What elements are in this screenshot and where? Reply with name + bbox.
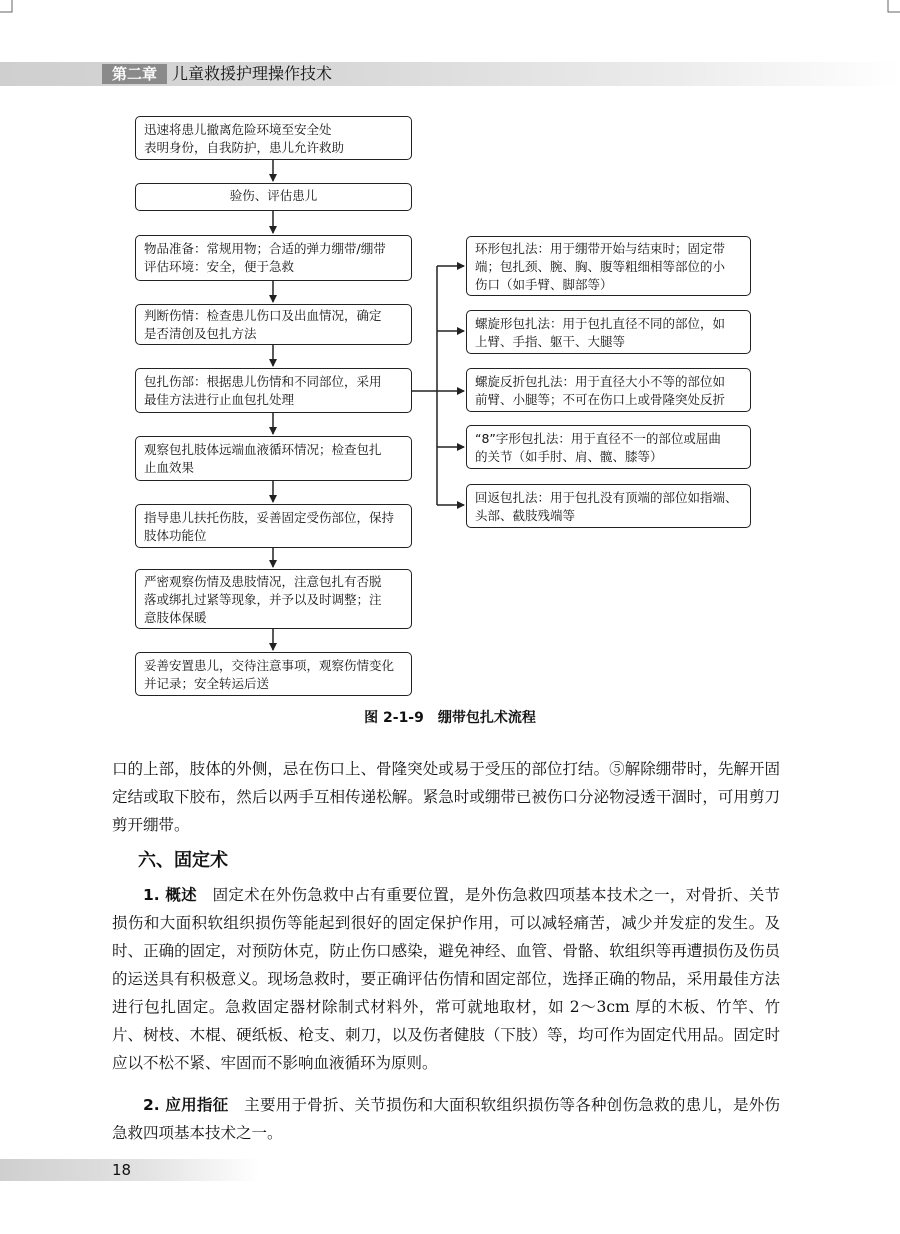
flow-step-transfer <box>135 652 412 696</box>
method-figure-eight <box>466 425 751 469</box>
paragraph-overview <box>112 881 780 1077</box>
flow-step-guide <box>135 504 412 548</box>
page-number: 18 <box>112 1161 132 1179</box>
flow-step-line: 判断伤情：检查患儿伤口及出血情况，确定 <box>144 308 382 323</box>
method-line: 环形包扎法：用于绷带开始与结束时；固定带 <box>475 241 726 256</box>
flow-step-line: 妥善安置患儿，交待注意事项，观察伤情变化 <box>144 658 395 673</box>
flow-step-line: 物品准备：常规用物；合适的弹力绷带/绷带 <box>144 241 386 256</box>
method-line: 螺旋反折包扎法：用于直径大小不等的部位如 <box>475 374 726 389</box>
chapter-title: 儿童救援护理操作技术 <box>172 64 333 83</box>
flow-step-line: 指导患儿扶托伤肢，妥善固定受伤部位，保持 <box>144 510 395 525</box>
flow-step-line: 肢体功能位 <box>144 528 207 543</box>
method-line: 前臂、小腿等；不可在伤口上或骨隆突处反折 <box>475 392 726 407</box>
section-title: 六、固定术 <box>138 850 228 871</box>
flow-step-line: 最佳方法进行止血包扎处理 <box>144 392 295 407</box>
method-recurrent <box>466 484 751 528</box>
flow-step-line: 并记录；安全转运后送 <box>144 676 270 691</box>
method-line: “8”字形包扎法：用于直径不一的部位或屈曲 <box>475 431 721 446</box>
paragraph-label: 1. 概述 <box>143 886 197 904</box>
method-spiral-reverse <box>466 368 751 412</box>
method-line: 伤口（如手臂、脚部等） <box>475 277 613 292</box>
method-line: 头部、截肢残端等 <box>475 508 576 523</box>
method-line: 端；包扎颈、腕、胸、腹等粗细相等部位的小 <box>475 259 726 274</box>
paragraph-text: 主要用于骨折、关节损伤和大面积软组织损伤等各种创伤急救的患儿，是外伤急救四项基本技术之一。 <box>112 1096 780 1142</box>
paragraph-label: 2. 应用指征 <box>143 1096 229 1114</box>
paragraph-text: 固定术在外伤急救中占有重要位置，是外伤急救四项基本技术之一，对骨折、关节损伤和大面积软组织损伤等能起到很好的固定保护作用，可以减轻痛苦，减少并发症的发生。及时、正确的固定，对预防休克，防止伤口感染，避免神经、血管、骨骼、软组织等再遭损伤及伤员的运送具有积极意义。现场急救时，要正确评估伤情和固定部位，选择正确的物品，采用最佳方法进行包扎固定。急救固定器材除制式材料外，常可就地取材，如 2～3cm 厚的木板、竹竿、竹片、树枝、木棍、硬纸板、枪支、刺刀，以及伤者健肢（下肢）等，均可作为固定代用品。固定时应以不松不紧、牢固而不影响血液循环为原则。 <box>112 886 780 1072</box>
paragraph-continuation: 口的上部，肢体的外侧，忌在伤口上、骨隆突处或易于受压的部位打结。⑤解除绷带时，先解开固定结或取下胶布，然后以两手互相传递松解。紧急时或绷带已被伤口分泌物浸透干涸时，可用剪刀剪开绷带。 <box>112 760 780 834</box>
flow-step-line: 意肢体保暖 <box>144 610 207 625</box>
flow-step-line: 迅速将患儿撤离危险环境至安全处 <box>144 122 332 137</box>
flow-step-line: 严密观察伤情及患肢情况，注意包扎有否脱 <box>144 574 382 589</box>
flow-step-line: 观察包扎肢体远端血液循环情况；检查包扎 <box>144 442 382 457</box>
paragraph-indications <box>112 1091 780 1147</box>
method-spiral <box>466 310 751 354</box>
method-line: 上臂、手指、躯干、大腿等 <box>475 334 626 349</box>
flow-step-observe <box>135 436 412 481</box>
flow-step-judge <box>135 304 412 345</box>
flow-step-line: 止血效果 <box>144 460 195 475</box>
flow-step-line: 验伤、评估患儿 <box>229 188 318 203</box>
flow-step-prepare <box>135 235 412 281</box>
figure-caption: 图 2-1-9 绷带包扎术流程 <box>364 710 536 726</box>
flow-step-bandage <box>135 368 412 413</box>
chapter-label: 第二章 <box>102 64 167 84</box>
method-circular <box>466 236 751 296</box>
method-line: 的关节（如手肘、肩、髋、膝等） <box>475 449 663 464</box>
method-line: 回返包扎法：用于包扎没有顶端的部位如指端、 <box>475 490 738 505</box>
flow-step-monitor <box>135 569 412 629</box>
method-line: 螺旋形包扎法：用于包扎直径不同的部位，如 <box>475 316 726 331</box>
flow-step-assess <box>135 183 412 211</box>
flow-step-line: 是否清创及包扎方法 <box>144 326 257 341</box>
flow-step-evacuate <box>135 116 412 160</box>
flow-step-line: 落或绑扎过紧等现象，并予以及时调整；注 <box>144 592 382 607</box>
flow-step-line: 表明身份，自我防护，患儿允许救助 <box>144 140 345 155</box>
flow-step-line: 包扎伤部：根据患儿伤情和不同部位，采用 <box>144 374 382 389</box>
flow-step-line: 评估环境：安全，便于急救 <box>144 259 295 274</box>
